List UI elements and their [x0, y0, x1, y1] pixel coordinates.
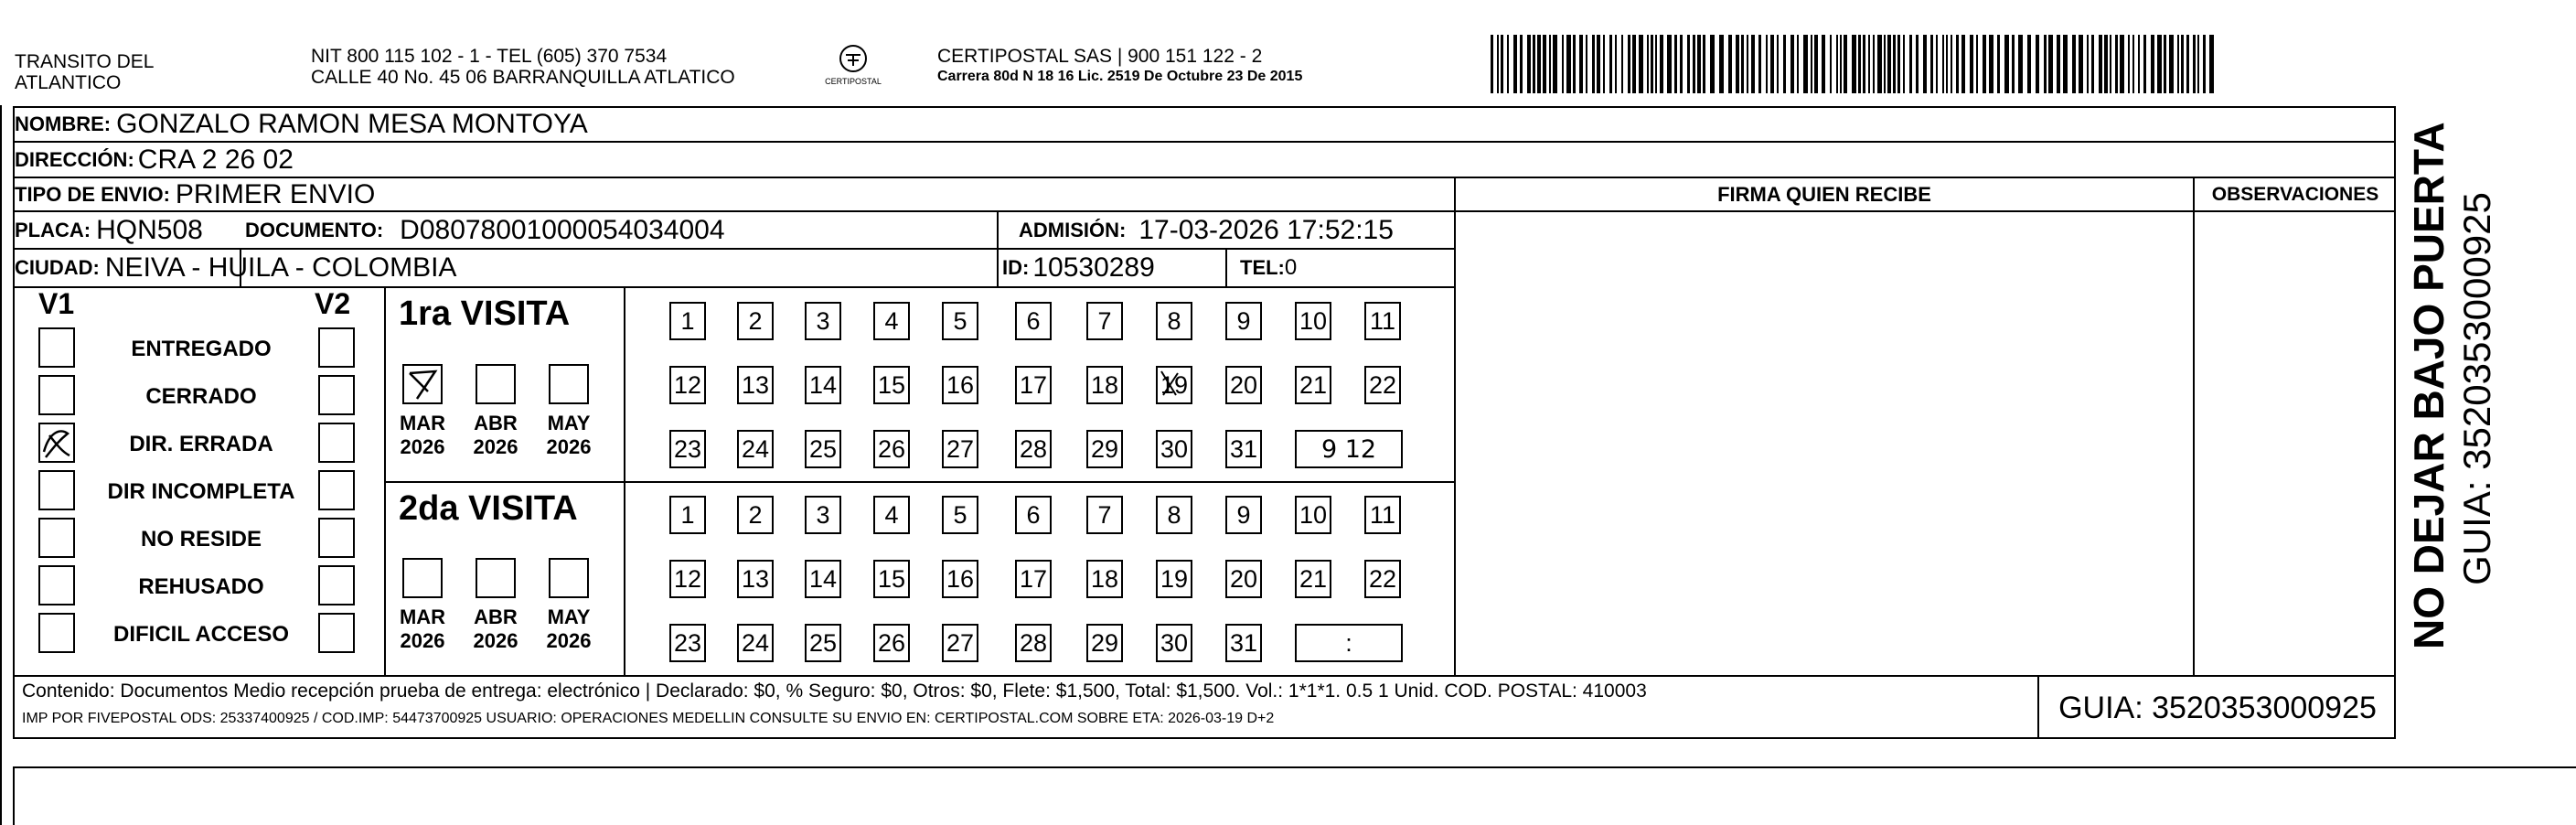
- day-cell[interactable]: 11: [1364, 302, 1401, 340]
- day-cell[interactable]: 18: [1086, 560, 1123, 598]
- observaciones-header: OBSERVACIONES: [2211, 183, 2379, 205]
- day-cell[interactable]: 10: [1295, 302, 1331, 340]
- admision-label: ADMISIÓN:: [1019, 218, 1127, 241]
- v2-checkbox[interactable]: [318, 423, 355, 463]
- day-cell[interactable]: 1: [669, 302, 706, 340]
- month-checkbox[interactable]: [549, 364, 589, 404]
- day-cell[interactable]: 10: [1295, 496, 1331, 534]
- day-cell[interactable]: 26: [873, 430, 910, 468]
- v2-checkbox[interactable]: [318, 613, 355, 653]
- license-line: Carrera 80d N 18 16 Lic. 2519 De Octubre 23 De 2015: [937, 69, 1303, 84]
- direccion-label: DIRECCIÓN:: [15, 147, 134, 171]
- direccion-value: CRA 2 26 02: [137, 144, 294, 175]
- day-cell[interactable]: 9: [1225, 496, 1262, 534]
- day-cell[interactable]: 15: [873, 560, 910, 598]
- day-cell[interactable]: 16: [942, 560, 978, 598]
- day-cell[interactable]: 2: [737, 496, 774, 534]
- v1-checkbox[interactable]: [38, 470, 75, 510]
- id-field: [1002, 250, 1155, 286]
- contenido-line: Contenido: Documentos Medio recepción prueba de entrega: electrónico | Declarado: $0, % Seguro: $0, Otros: $0, Flete: $1,500, Total: $1,500. Vol.: 1*1*1. 0.5 1 Unid. COD. POSTAL: 410003: [22, 680, 1647, 702]
- v1-checkbox[interactable]: [38, 613, 75, 653]
- tipo-envio-value: PRIMER ENVIO: [175, 178, 376, 209]
- carrier-info: [937, 46, 1302, 85]
- month-year: 2026: [400, 629, 445, 652]
- day-cell[interactable]: 4: [873, 302, 910, 340]
- imp-line: IMP POR FIVEPOSTAL ODS: 25337400925 / COD.IMP: 54473700925 USUARIO: OPERACIONES MEDELLIN CONSULTE SU ENVIO EN: CERTIPOSTAL.COM SOBRE ETA: 2026-03-19 D+2: [22, 711, 1275, 726]
- sender-address: CALLE 40 No. 45 06 BARRANQUILLA ATLATICO: [311, 67, 735, 88]
- day-cell[interactable]: 30: [1156, 624, 1192, 662]
- day-cell[interactable]: 20: [1225, 366, 1262, 404]
- month-label: [395, 605, 450, 653]
- nombre-value: GONZALO RAMON MESA MONTOYA: [116, 109, 588, 139]
- day-cell[interactable]: 9: [1225, 302, 1262, 340]
- reason-label: DIR INCOMPLETA: [107, 479, 295, 504]
- reason-label: NO RESIDE: [140, 527, 262, 552]
- v2-checkbox[interactable]: [318, 470, 355, 510]
- admision-field: [1019, 212, 1394, 248]
- day-cell[interactable]: 30: [1156, 430, 1192, 468]
- observaciones-area[interactable]: [2195, 212, 2394, 675]
- tel-value: 0: [1284, 255, 1298, 280]
- day-cell[interactable]: 5: [942, 302, 978, 340]
- month-label: [468, 605, 523, 653]
- day-cell[interactable]: 15: [873, 366, 910, 404]
- day-cell[interactable]: 22: [1364, 366, 1401, 404]
- day-cell[interactable]: 31: [1225, 430, 1262, 468]
- direccion-row: [15, 143, 294, 177]
- documento-label: DOCUMENTO:: [245, 218, 384, 241]
- day-cell[interactable]: 20: [1225, 560, 1262, 598]
- day-cell[interactable]: 18: [1086, 366, 1123, 404]
- v1-header: V1: [38, 287, 75, 320]
- day-cell[interactable]: 28: [1015, 624, 1052, 662]
- day-cell[interactable]: 24: [737, 624, 774, 662]
- month-year: 2026: [473, 435, 518, 458]
- second-visit-title: 2da VISITA: [399, 489, 578, 528]
- day-cell[interactable]: 21: [1295, 560, 1331, 598]
- side-guia-text: GUIA: 3520353000925: [2455, 192, 2498, 585]
- month-checkbox[interactable]: [476, 558, 516, 598]
- nit-line: NIT 800 115 102 - 1 - TEL (605) 370 7534: [311, 46, 668, 67]
- month-year: 2026: [546, 629, 592, 652]
- tipo-envio-row: [15, 178, 375, 210]
- month-label: [541, 605, 596, 653]
- month-label: [395, 412, 450, 459]
- reason-label: ENTREGADO: [131, 337, 272, 361]
- nombre-row: [15, 108, 588, 141]
- sender-contact: [311, 46, 735, 88]
- svg-text:CERTIPOSTAL: CERTIPOSTAL: [825, 77, 882, 86]
- company-line-2: ATLANTICO: [15, 72, 122, 93]
- firma-header: FIRMA QUIEN RECIBE: [1717, 182, 1931, 206]
- day-cell[interactable]: 6: [1015, 496, 1052, 534]
- v2-checkbox[interactable]: [318, 565, 355, 605]
- tipo-envio-label: TIPO DE ENVIO:: [15, 182, 170, 206]
- day-cell[interactable]: 8: [1156, 302, 1192, 340]
- day-cell[interactable]: 2: [737, 302, 774, 340]
- day-cell[interactable]: 11: [1364, 496, 1401, 534]
- day-cell[interactable]: 7: [1086, 496, 1123, 534]
- day-cell[interactable]: 23: [669, 430, 706, 468]
- reason-label: REHUSADO: [138, 574, 264, 599]
- v1-checkbox[interactable]: [38, 327, 75, 368]
- placa-value: HQN508: [96, 214, 203, 245]
- no-dejar-text: NO DEJAR BAJO PUERTA: [2405, 122, 2453, 649]
- day-cell[interactable]: 16: [942, 366, 978, 404]
- guia-box: GUIA: 3520353000925: [2058, 690, 2377, 725]
- day-cell[interactable]: 17: [1015, 366, 1052, 404]
- month-name: MAY: [547, 412, 591, 434]
- visit-time-field[interactable]: 9 12: [1295, 430, 1403, 468]
- ciudad-label: CIUDAD:: [15, 256, 100, 279]
- firma-area[interactable]: [1456, 212, 2193, 675]
- day-cell[interactable]: 25: [805, 430, 841, 468]
- day-cell[interactable]: 19: [1156, 560, 1192, 598]
- placa-row: [15, 212, 203, 248]
- day-cell[interactable]: 17: [1015, 560, 1052, 598]
- month-checkbox[interactable]: [402, 558, 443, 598]
- day-cell[interactable]: 14: [805, 366, 841, 404]
- day-cell[interactable]: 13: [737, 366, 774, 404]
- id-label: ID:: [1002, 256, 1030, 279]
- reason-label: CERRADO: [145, 384, 257, 409]
- day-cell[interactable]: 12: [669, 366, 706, 404]
- reason-label: DIFICIL ACCESO: [112, 622, 289, 647]
- month-name: ABR: [474, 412, 518, 434]
- month-checkbox[interactable]: [549, 558, 589, 598]
- month-name: MAY: [547, 605, 591, 628]
- day-cell[interactable]: 29: [1086, 430, 1123, 468]
- month-year: 2026: [473, 629, 518, 652]
- day-cell[interactable]: 28: [1015, 430, 1052, 468]
- tel-field: [1240, 250, 1297, 286]
- tel-label: TEL:: [1240, 256, 1285, 279]
- day-cell[interactable]: 25: [805, 624, 841, 662]
- id-value: 10530289: [1032, 252, 1155, 283]
- day-cell[interactable]: 27: [942, 624, 978, 662]
- barcode: [1491, 35, 2222, 93]
- day-cell[interactable]: 19: [1156, 366, 1192, 404]
- month-name: ABR: [474, 605, 518, 628]
- sender-name: [15, 51, 154, 93]
- day-cell[interactable]: 21: [1295, 366, 1331, 404]
- v1-checkbox[interactable]: [38, 375, 75, 415]
- day-cell[interactable]: 29: [1086, 624, 1123, 662]
- month-checkbox[interactable]: [402, 364, 443, 404]
- day-cell[interactable]: 7: [1086, 302, 1123, 340]
- v2-checkbox[interactable]: [318, 375, 355, 415]
- company-line-1: TRANSITO DEL: [15, 51, 155, 72]
- month-checkbox[interactable]: [476, 364, 516, 404]
- month-name: MAR: [399, 412, 446, 434]
- day-cell[interactable]: 31: [1225, 624, 1262, 662]
- first-visit-title: 1ra VISITA: [399, 295, 571, 333]
- documento-value: D08078001000054034004: [400, 214, 725, 245]
- month-year: 2026: [400, 435, 445, 458]
- day-cell[interactable]: 23: [669, 624, 706, 662]
- day-cell[interactable]: 5: [942, 496, 978, 534]
- side-warning: [2403, 122, 2506, 649]
- day-cell[interactable]: 3: [805, 496, 841, 534]
- v1-checkbox[interactable]: [38, 565, 75, 605]
- admision-value: 17-03-2026 17:52:15: [1138, 214, 1394, 245]
- v1-checkbox[interactable]: [38, 423, 75, 463]
- reason-label: DIR. ERRADA: [129, 432, 273, 456]
- day-cell[interactable]: 24: [737, 430, 774, 468]
- v2-checkbox[interactable]: [318, 327, 355, 368]
- placa-label: PLACA:: [15, 218, 91, 241]
- day-cell[interactable]: 26: [873, 624, 910, 662]
- ciudad-value: NEIVA - HUILA - COLOMBIA: [104, 252, 457, 283]
- nombre-label: NOMBRE:: [15, 112, 112, 135]
- month-label: [541, 412, 596, 459]
- certipostal-logo: [814, 42, 893, 95]
- ciudad-row: [15, 250, 456, 286]
- day-cell[interactable]: 13: [737, 560, 774, 598]
- v2-checkbox[interactable]: [318, 518, 355, 558]
- month-year: 2026: [546, 435, 592, 458]
- day-cell[interactable]: 27: [942, 430, 978, 468]
- documento-field: [245, 212, 725, 248]
- visit-time-field[interactable]: :: [1295, 624, 1403, 662]
- day-cell[interactable]: 14: [805, 560, 841, 598]
- day-cell[interactable]: 22: [1364, 560, 1401, 598]
- v1-checkbox[interactable]: [38, 518, 75, 558]
- month-name: MAR: [399, 605, 446, 628]
- day-cell[interactable]: 1: [669, 496, 706, 534]
- day-cell[interactable]: 3: [805, 302, 841, 340]
- month-label: [468, 412, 523, 459]
- v2-header: V2: [315, 287, 351, 320]
- day-cell[interactable]: 4: [873, 496, 910, 534]
- carrier-line: CERTIPOSTAL SAS | 900 151 122 - 2: [937, 46, 1263, 67]
- day-cell[interactable]: 8: [1156, 496, 1192, 534]
- day-cell[interactable]: 12: [669, 560, 706, 598]
- day-cell[interactable]: 6: [1015, 302, 1052, 340]
